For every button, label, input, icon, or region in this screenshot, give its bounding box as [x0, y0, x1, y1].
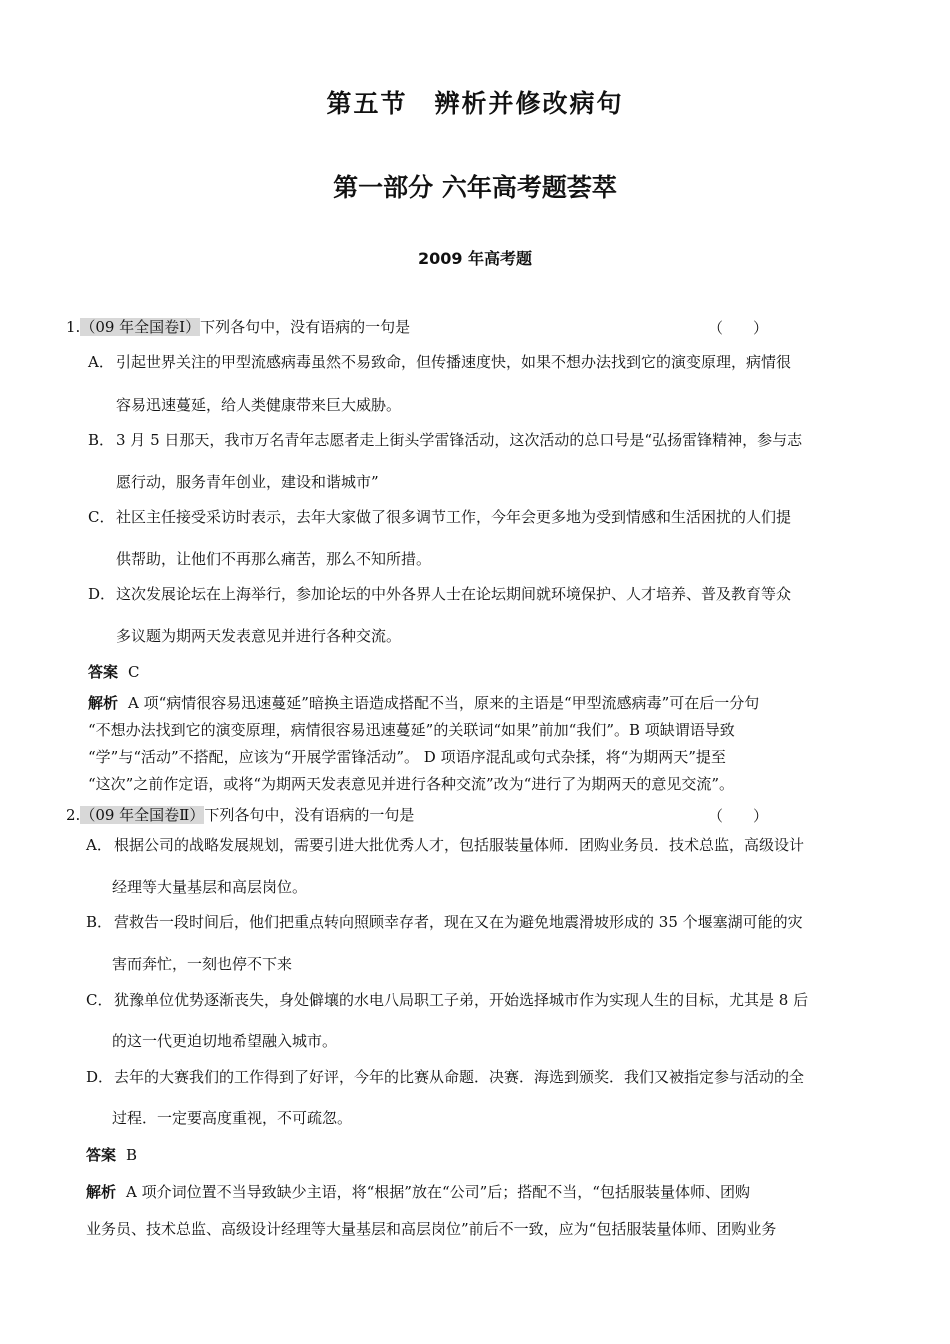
question-source: （09 年全国卷Ⅱ）	[80, 806, 205, 824]
option-text: 这次发展论坛在上海举行，参加论坛的中外各界人士在论坛期间就环境保护、人才培养、普及教育等众	[116, 585, 792, 603]
question-1-analysis-line-2: “不想办法找到它的演变原理，病情很容易迅速蔓延”的关联词“如果”前加“我们”。B 项缺谓语导致	[88, 721, 735, 739]
question-1-analysis-line-1	[88, 693, 759, 713]
question-number: 2.	[66, 806, 81, 824]
analysis-text: A 项“病情很容易迅速蔓延”暗换主语造成搭配不当，原来的主语是“甲型流感病毒”可在后一分句	[128, 694, 760, 712]
question-1-header	[66, 317, 410, 337]
answer-value: C	[128, 663, 140, 681]
question-stem: 下列各句中，没有语病的一句是	[204, 806, 415, 824]
option-label: B．	[86, 913, 113, 931]
answer-bracket: （ ）	[708, 807, 769, 825]
answer-label: 答案	[88, 663, 119, 681]
option-label: A．	[88, 353, 114, 371]
question-2-analysis-line-1	[86, 1182, 750, 1202]
question-1-option-a	[88, 352, 791, 372]
question-2-option-d-cont: 过程．一定要高度重视，不可疏忽。	[112, 1109, 353, 1127]
option-label: B．	[88, 431, 115, 449]
question-1-analysis-line-3: “学”与“活动”不搭配，应该为“开展学雷锋活动”。 D 项语序混乱或句式杂揉，将“为期两天”提至	[88, 748, 726, 766]
option-text: 营救告一段时间后，他们把重点转向照顾幸存者，现在又在为避免地震滑坡形成的 35 个堰塞湖可能的灾	[114, 913, 803, 931]
question-2-analysis-line-2: 业务员、技术总监、高级设计经理等大量基层和高层岗位”前后不一致，应为“包括服装量体师、团购业务	[86, 1220, 777, 1238]
question-1-answer	[88, 662, 140, 682]
analysis-text: A 项介词位置不当导致缺少主语，将“根据”放在“公司”后；搭配不当，“包括服装量体师、团购	[126, 1183, 750, 1201]
answer-bracket: （ ）	[708, 319, 769, 337]
question-2-option-a-cont: 经理等大量基层和高层岗位。	[112, 878, 308, 896]
answer-value: B	[126, 1146, 138, 1164]
question-1-option-c-cont: 供帮助，让他们不再那么痛苦，那么不知所措。	[116, 550, 432, 568]
option-label: C．	[86, 991, 113, 1009]
question-2-option-c-cont: 的这一代更迫切地希望融入城市。	[112, 1032, 338, 1050]
question-2-answer	[86, 1145, 137, 1165]
question-stem: 下列各句中，没有语病的一句是	[200, 318, 411, 336]
question-2-option-b-cont: 害而奔忙，一刻也停不下来	[112, 955, 293, 973]
question-2-option-d	[86, 1067, 804, 1087]
question-1-option-a-cont: 容易迅速蔓延，给人类健康带来巨大威胁。	[116, 396, 402, 414]
question-2-option-a	[86, 835, 804, 855]
answer-label: 答案	[86, 1146, 117, 1164]
option-text: 社区主任接受采访时表示，去年大家做了很多调节工作，今年会更多地为受到情感和生活困扰的人们提	[116, 508, 792, 526]
option-text: 犹豫单位优势逐渐丧失，身处僻壤的水电八局职工子弟，开始选择城市作为实现人生的目标，尤其是 8 后	[114, 991, 809, 1009]
option-text: 根据公司的战略发展规划，需要引进大批优秀人才，包括服装量体师．团购业务员．技术总监，高级设计	[114, 836, 805, 854]
analysis-label: 解析	[86, 1183, 117, 1201]
option-label: A．	[86, 836, 112, 854]
part-title: 第一部分 六年高考题荟萃	[333, 173, 617, 202]
question-1-option-c	[88, 507, 791, 527]
question-1-analysis-line-4: “这次”之前作定语，或将“为期两天发表意见并进行各种交流”改为“进行了为期两天的意见交流”。	[88, 775, 735, 793]
question-1-option-b	[88, 430, 802, 450]
question-source: （09 年全国卷Ⅰ）	[80, 318, 201, 336]
option-label: C．	[88, 508, 115, 526]
question-number: 1.	[66, 318, 81, 336]
option-text: 3 月 5 日那天，我市万名青年志愿者走上街头学雷锋活动，这次活动的总口号是“弘扬雷锋精神，参与志	[116, 431, 803, 449]
option-label: D．	[86, 1068, 114, 1086]
option-label: D．	[88, 585, 116, 603]
question-2-option-b	[86, 912, 803, 932]
year-title: 2009 年高考题	[417, 249, 533, 268]
option-text: 去年的大赛我们的工作得到了好评，今年的比赛从命题．决赛．海选到颁奖．我们又被指定参与活动的全	[114, 1068, 805, 1086]
question-1-option-d	[88, 584, 791, 604]
question-1-option-b-cont: 愿行动，服务青年创业，建设和谐城市”	[116, 473, 379, 491]
question-1-option-d-cont: 多议题为期两天发表意见并进行各种交流。	[116, 627, 402, 645]
question-2-option-c	[86, 990, 808, 1010]
section-title: 第五节 辨析并修改病句	[326, 89, 624, 118]
analysis-label: 解析	[88, 694, 119, 712]
option-text: 引起世界关注的甲型流感病毒虽然不易致命，但传播速度快，如果不想办法找到它的演变原理，病情很	[116, 353, 792, 371]
question-2-header	[66, 805, 414, 825]
